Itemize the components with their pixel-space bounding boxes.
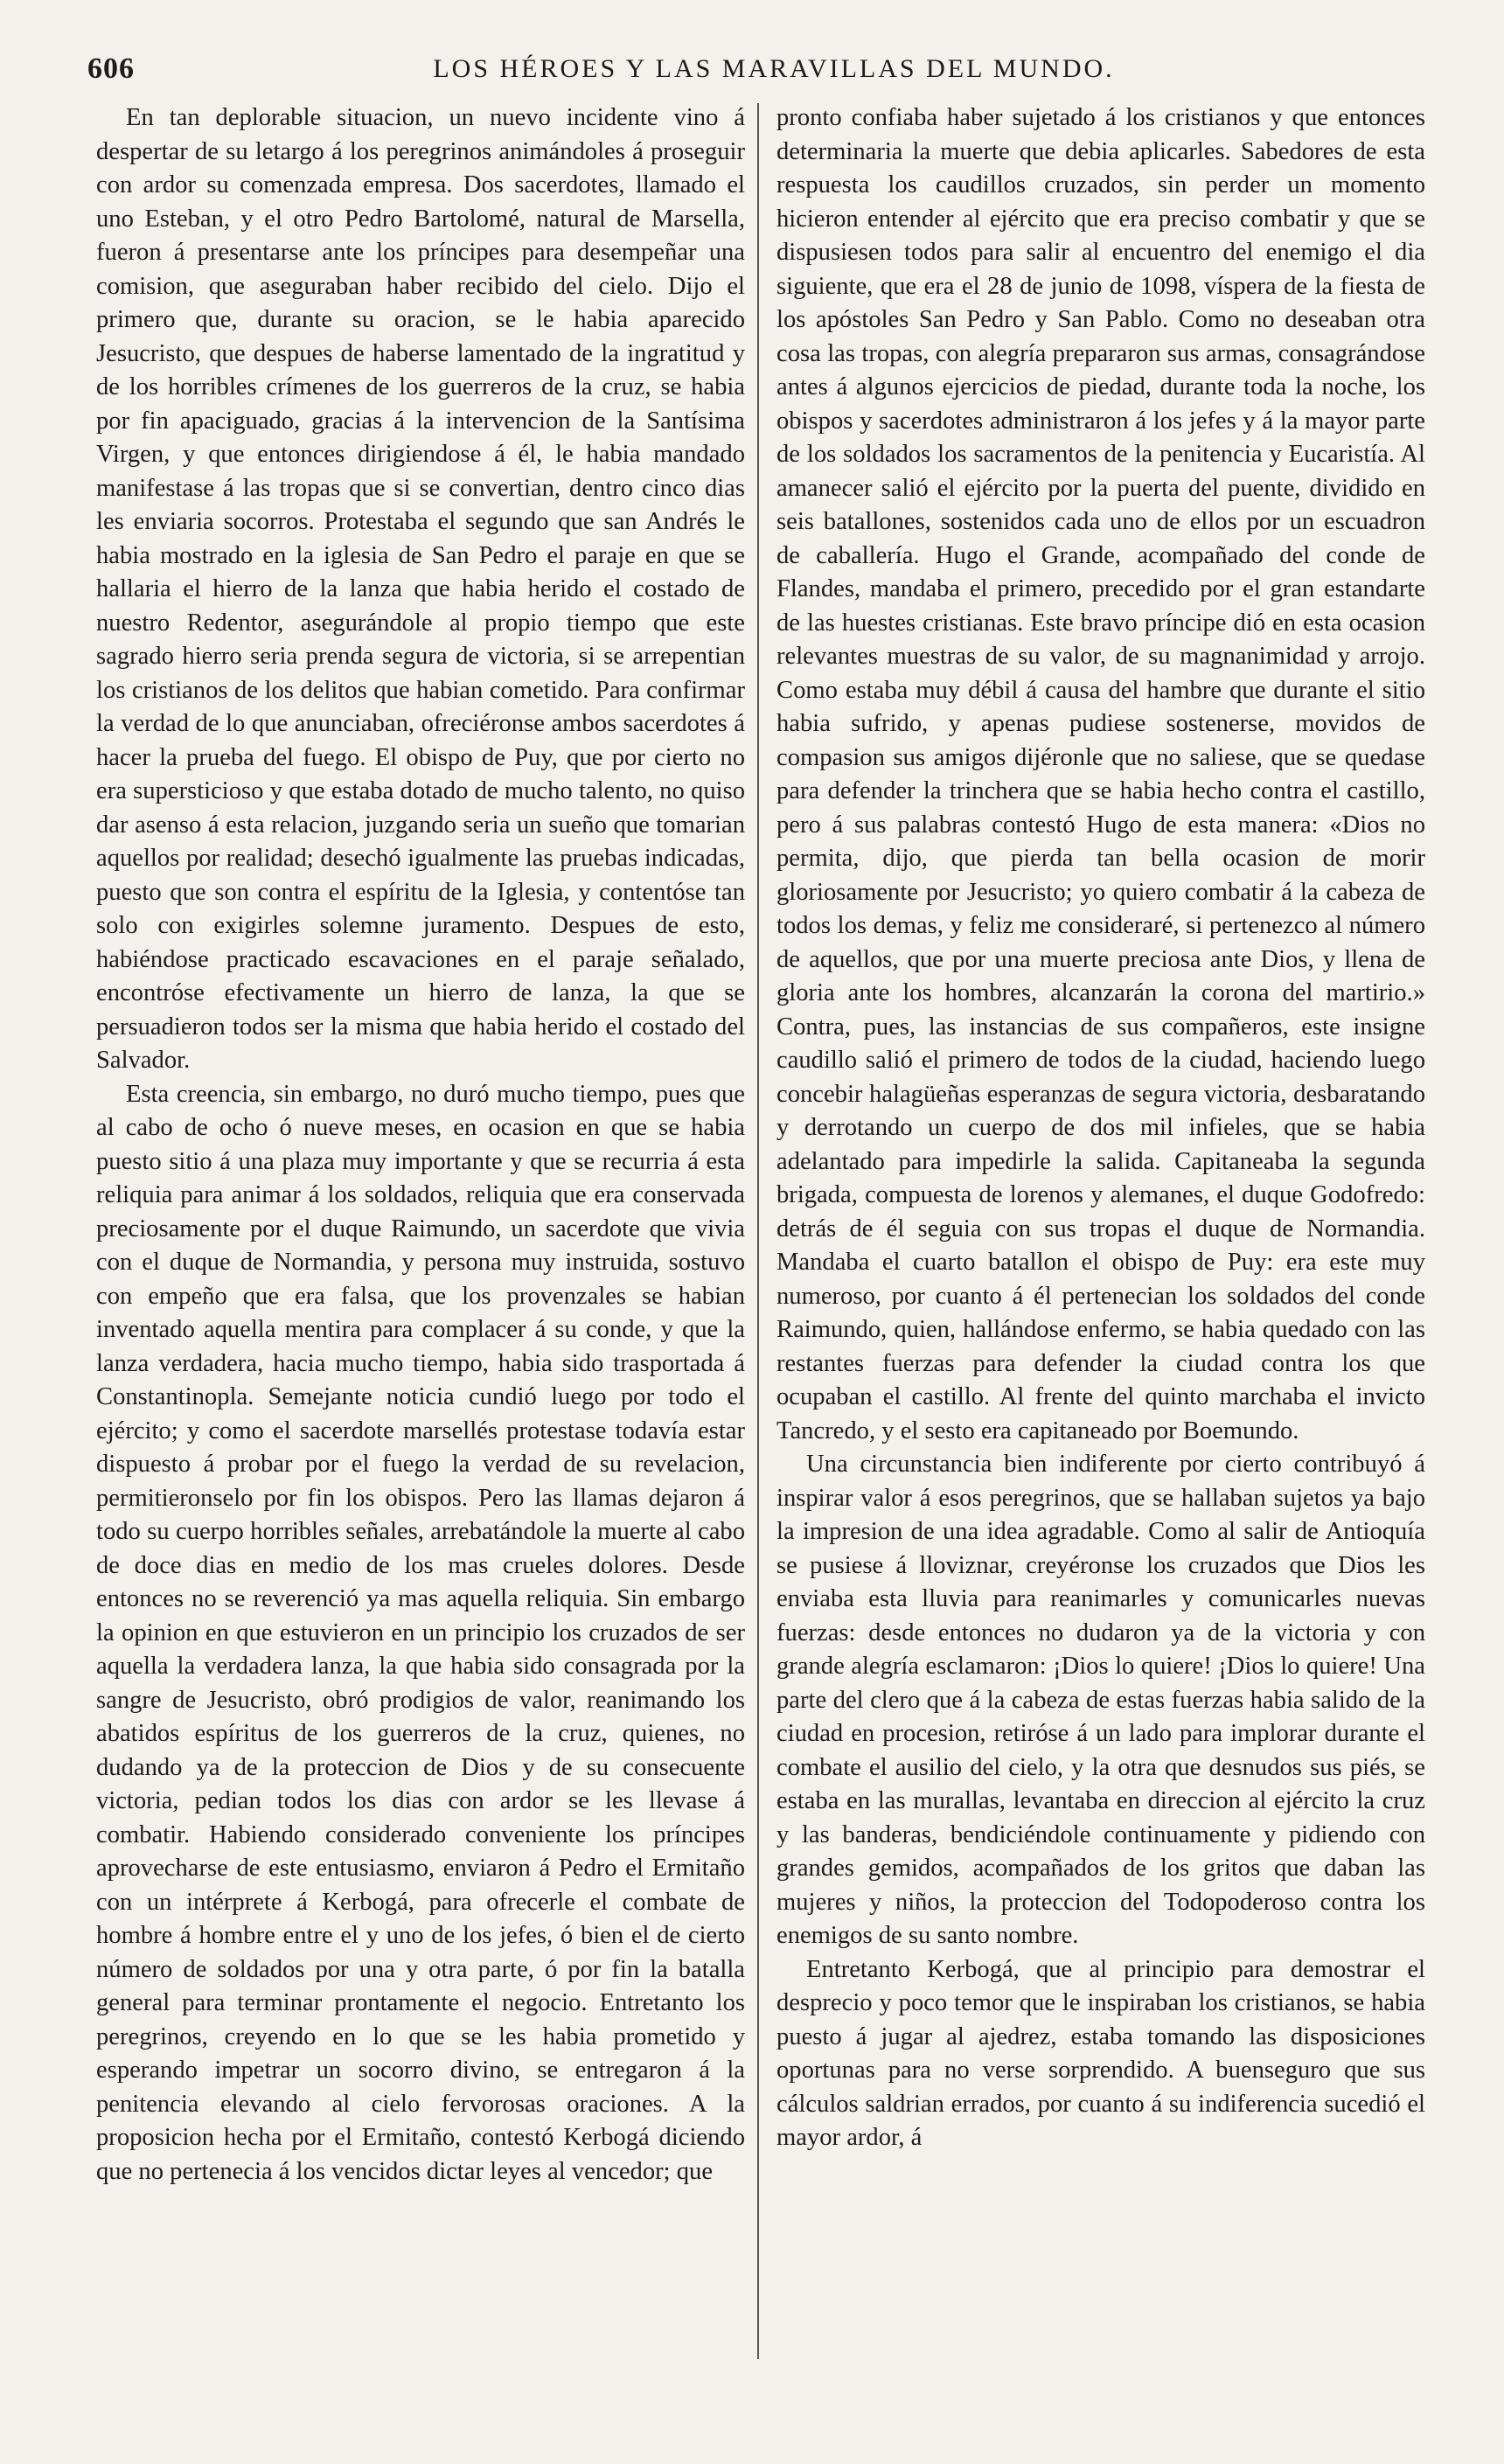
paragraph: Entretanto Kerbogá, que al principio para demostrar el desprecio y poco temor que le inspiraban los cristianos, se habia puesto á jugar al ajedrez, estaba tomando las disposiciones oportunas para no verse sorprendido. A buenseguro que sus cálculos saldrian errados, por cuanto á su indiferencia sucedió el mayor ardor, á [776,1955,1425,2151]
paragraph: pronto confiaba haber sujetado á los cristianos y que entonces determinaria la muerte que debia aplicarles. Sabedores de esta respuesta los caudillos cruzados, sin perder un momento hicieron entender al ejército que era preciso combatir y que se dispusiesen todos para salir al encuentro del enemigo el dia siguiente, que era el 28 de junio de 1098, víspera de la fiesta de los apóstoles San Pedro y San Pablo. Como no deseaban otra cosa las tropas, con alegría prepararon sus armas, consagrándose antes á algunos ejercicios de piedad, durante toda la noche, los obispos y sacerdotes administraron á los jefes y á la mayor parte de los soldados los sacramentos de la penitencia y Eucaristía. Al amanecer salió el ejército por la puerta del puente, dividido en seis batallones, sostenidos cada uno de ellos por un escuadron de caballería. Hugo el Grande, acompañado del conde de Flandes, mandaba el primero, precedido por el gran estandarte de las huestes cristianas. Este bravo príncipe dió en esta ocasion relevantes muestras de su valor, de su magnanimidad y arrojo. Como estaba muy débil á causa del hambre que durante el sitio habia sufrido, y apenas pudiese sostenerse, movidos de compasion sus amigos dijéronle que no saliese, que se quedase para defender la trinchera que se habia hecho contra el castillo, pero á sus palabras contestó Hugo de esta manera: «Dios no permita, dijo, que pierda tan bella ocasion de morir gloriosamente por Jesucristo; yo quiero combatir á la cabeza de todos los demas, y feliz me consideraré, si pertenezco al número de aquellos, que por una muerte preciosa ante Dios, y llena de gloria ante los hombres, alcanzarán la corona del martirio.» Contra, pues, las instancias de sus compañeros, este insigne caudillo salió el primero de todos de la ciudad, haciendo luego concebir halagüeñas esperanzas de segura victoria, desbaratando y derrotando un cuerpo de dos mil infieles, que se habia adelantado para impedirle la salida. Capitaneaba la segunda brigada, compuesta de lorenos y alemanes, el duque Godofredo: detrás de él seguia con sus tropas el duque de Normandia. Mandaba el cuarto batallon el obispo de Puy: era este muy numeroso, por cuanto á él pertenecian los soldados del conde Raimundo, quien, hallándose enfermo, se habia quedado con las restantes fuerzas para defender la ciudad contra los que ocupaban el castillo. Al frente del quinto marchaba el invicto Tancredo, y el sesto era capitaneado por Boemundo. [776,104,1425,1444]
column-divider [757,103,759,2359]
page-number: 606 [87,52,135,85]
paragraph: Una circunstancia bien indiferente por cierto contribuyó á inspirar valor á esos peregrinos, que se hallaban sujetos ya bajo la impresion de una idea agradable. Como al salir de Antioquía se pusiese á lloviznar, creyéronse los cruzados que Dios les enviaba esta lluvia para reanimarles y comunicarles nuevas fuerzas: desde entonces no dudaron ya de la victoria y con grande alegría esclamaron: ¡Dios lo quiere! ¡Dios lo quiere! Una parte del clero que á la cabeza de estas fuerzas habia salido de la ciudad en procesion, retiróse á un lado para implorar durante el combate el ausilio del cielo, y la otra que desnudos sus piés, se estaba en las murallas, levantaba en direccion al ejército la cruz y las banderas, bendiciéndole continuamente y pidiendo con grandes gemidos, acompañados de los gritos que daban las mujeres y niños, la proteccion del Todopoderoso contra los enemigos de su santo nombre. [776,1451,1425,1949]
paragraph: Esta creencia, sin embargo, no duró mucho tiempo, pues que al cabo de ocho ó nueve meses, en ocasion en que se habia puesto sitio á una plaza muy importante y que se recurria á esta reliquia para animar á los soldados, reliquia que era conservada preciosamente por el duque Raimundo, un sacerdote que vivia con el duque de Normandia, y persona muy instruida, sostuvo con empeño que era falsa, que los provenzales se habian inventado aquella mentira para complacer á su conde, y que la lanza verdadera, hacia mucho tiempo, habia sido trasportada á Constantinopla. Semejante noticia cundió luego por todo el ejército; y como el sacerdote marsellés protestase todavía estar dispuesto á probar por el fuego la verdad de su revelacion, permitieronselo por fin los obispos. Pero las llamas dejaron á todo su cuerpo horribles señales, arrebatándole la muerte al cabo de doce dias en medio de los mas crueles dolores. Desde entonces no se reverenció ya mas aquella reliquia. Sin embargo la opinion en que estuvieron en un principio los cruzados de ser aquella la verdadera lanza, la que habia sido consagrada por la sangre de Jesucristo, obró prodigios de valor, reanimando los abatidos espíritus de los guerreros de la cruz, quienes, no dudando ya de la proteccion de Dios y de su consecuente victoria, pedian todos los dias con ardor se les llevase á combatir. Habiendo considerado conveniente los príncipes aprovecharse de este entusiasmo, enviaron á Pedro el Ermitaño con un intérprete á Kerbogá, para ofrecerle el combate de hombre á hombre entre el y uno de los jefes, ó bien el de cierto número de soldados por una y otra parte, ó por fin la batalla general para terminar prontamente el negocio. Entretanto los peregrinos, creyendo en lo que se les habia prometido y esperando impetrar un socorro divino, se entregaron á la penitencia elevando al cielo fervorosas oraciones. A la proposicion hecha por el Ermitaño, contestó Kerbogá diciendo que no pertenecia á los vencidos dictar leyes al vencedor; que [96,1080,745,2185]
right-column [776,101,1425,2340]
page-header [87,52,1460,98]
left-column [96,101,745,2340]
paragraph: En tan deplorable situacion, un nuevo incidente vino á despertar de su letargo á los peregrinos animándoles á proseguir con ardor su comenzada empresa. Dos sacerdotes, llamado el uno Esteban, y el otro Pedro Bartolomé, natural de Marsella, fueron á presentarse ante los príncipes para desempeñar una comision, que aseguraban haber recibido del cielo. Dijo el primero que, durante su oracion, se le habia aparecido Jesucristo, que despues de haberse lamentado de la ingratitud y de los horribles crímenes de los guerreros de la cruz, se habia por fin apaciguado, gracias á la intervencion de la Santísima Virgen, y que entonces dirigiendose á él, le habia mandado manifestase á las tropas que si se convertian, dentro cinco dias les enviaria socorros. Protestaba el segundo que san Andrés le habia mostrado en la iglesia de San Pedro el paraje en que se hallaria el hierro de la lanza que habia herido el costado de nuestro Redentor, asegurándole al propio tiempo que este sagrado hierro seria prenda segura de victoria, si se arrepentian los cristianos de los delitos que habian cometido. Para confirmar la verdad de lo que anunciaban, ofreciéronse ambos sacerdotes á hacer la prueba del fuego. El obispo de Puy, que por cierto no era supersticioso y que estaba dotado de mucho talento, no quiso dar asenso á esta relacion, juzgando seria un sueño que tomarian aquellos por realidad; desechó igualmente las pruebas indicadas, puesto que son contra el espíritu de la Iglesia, y contentóse tan solo con exigirles solemne juramento. Despues de esto, habiéndose practicado escavaciones en el paraje señalado, encontróse efectivamente un hierro de lanza, la que se persuadieron todos ser la misma que habia herido el costado del Salvador. [96,104,745,1074]
running-title: LOS HÉROES Y LAS MARAVILLAS DEL MUNDO. [433,54,1115,83]
